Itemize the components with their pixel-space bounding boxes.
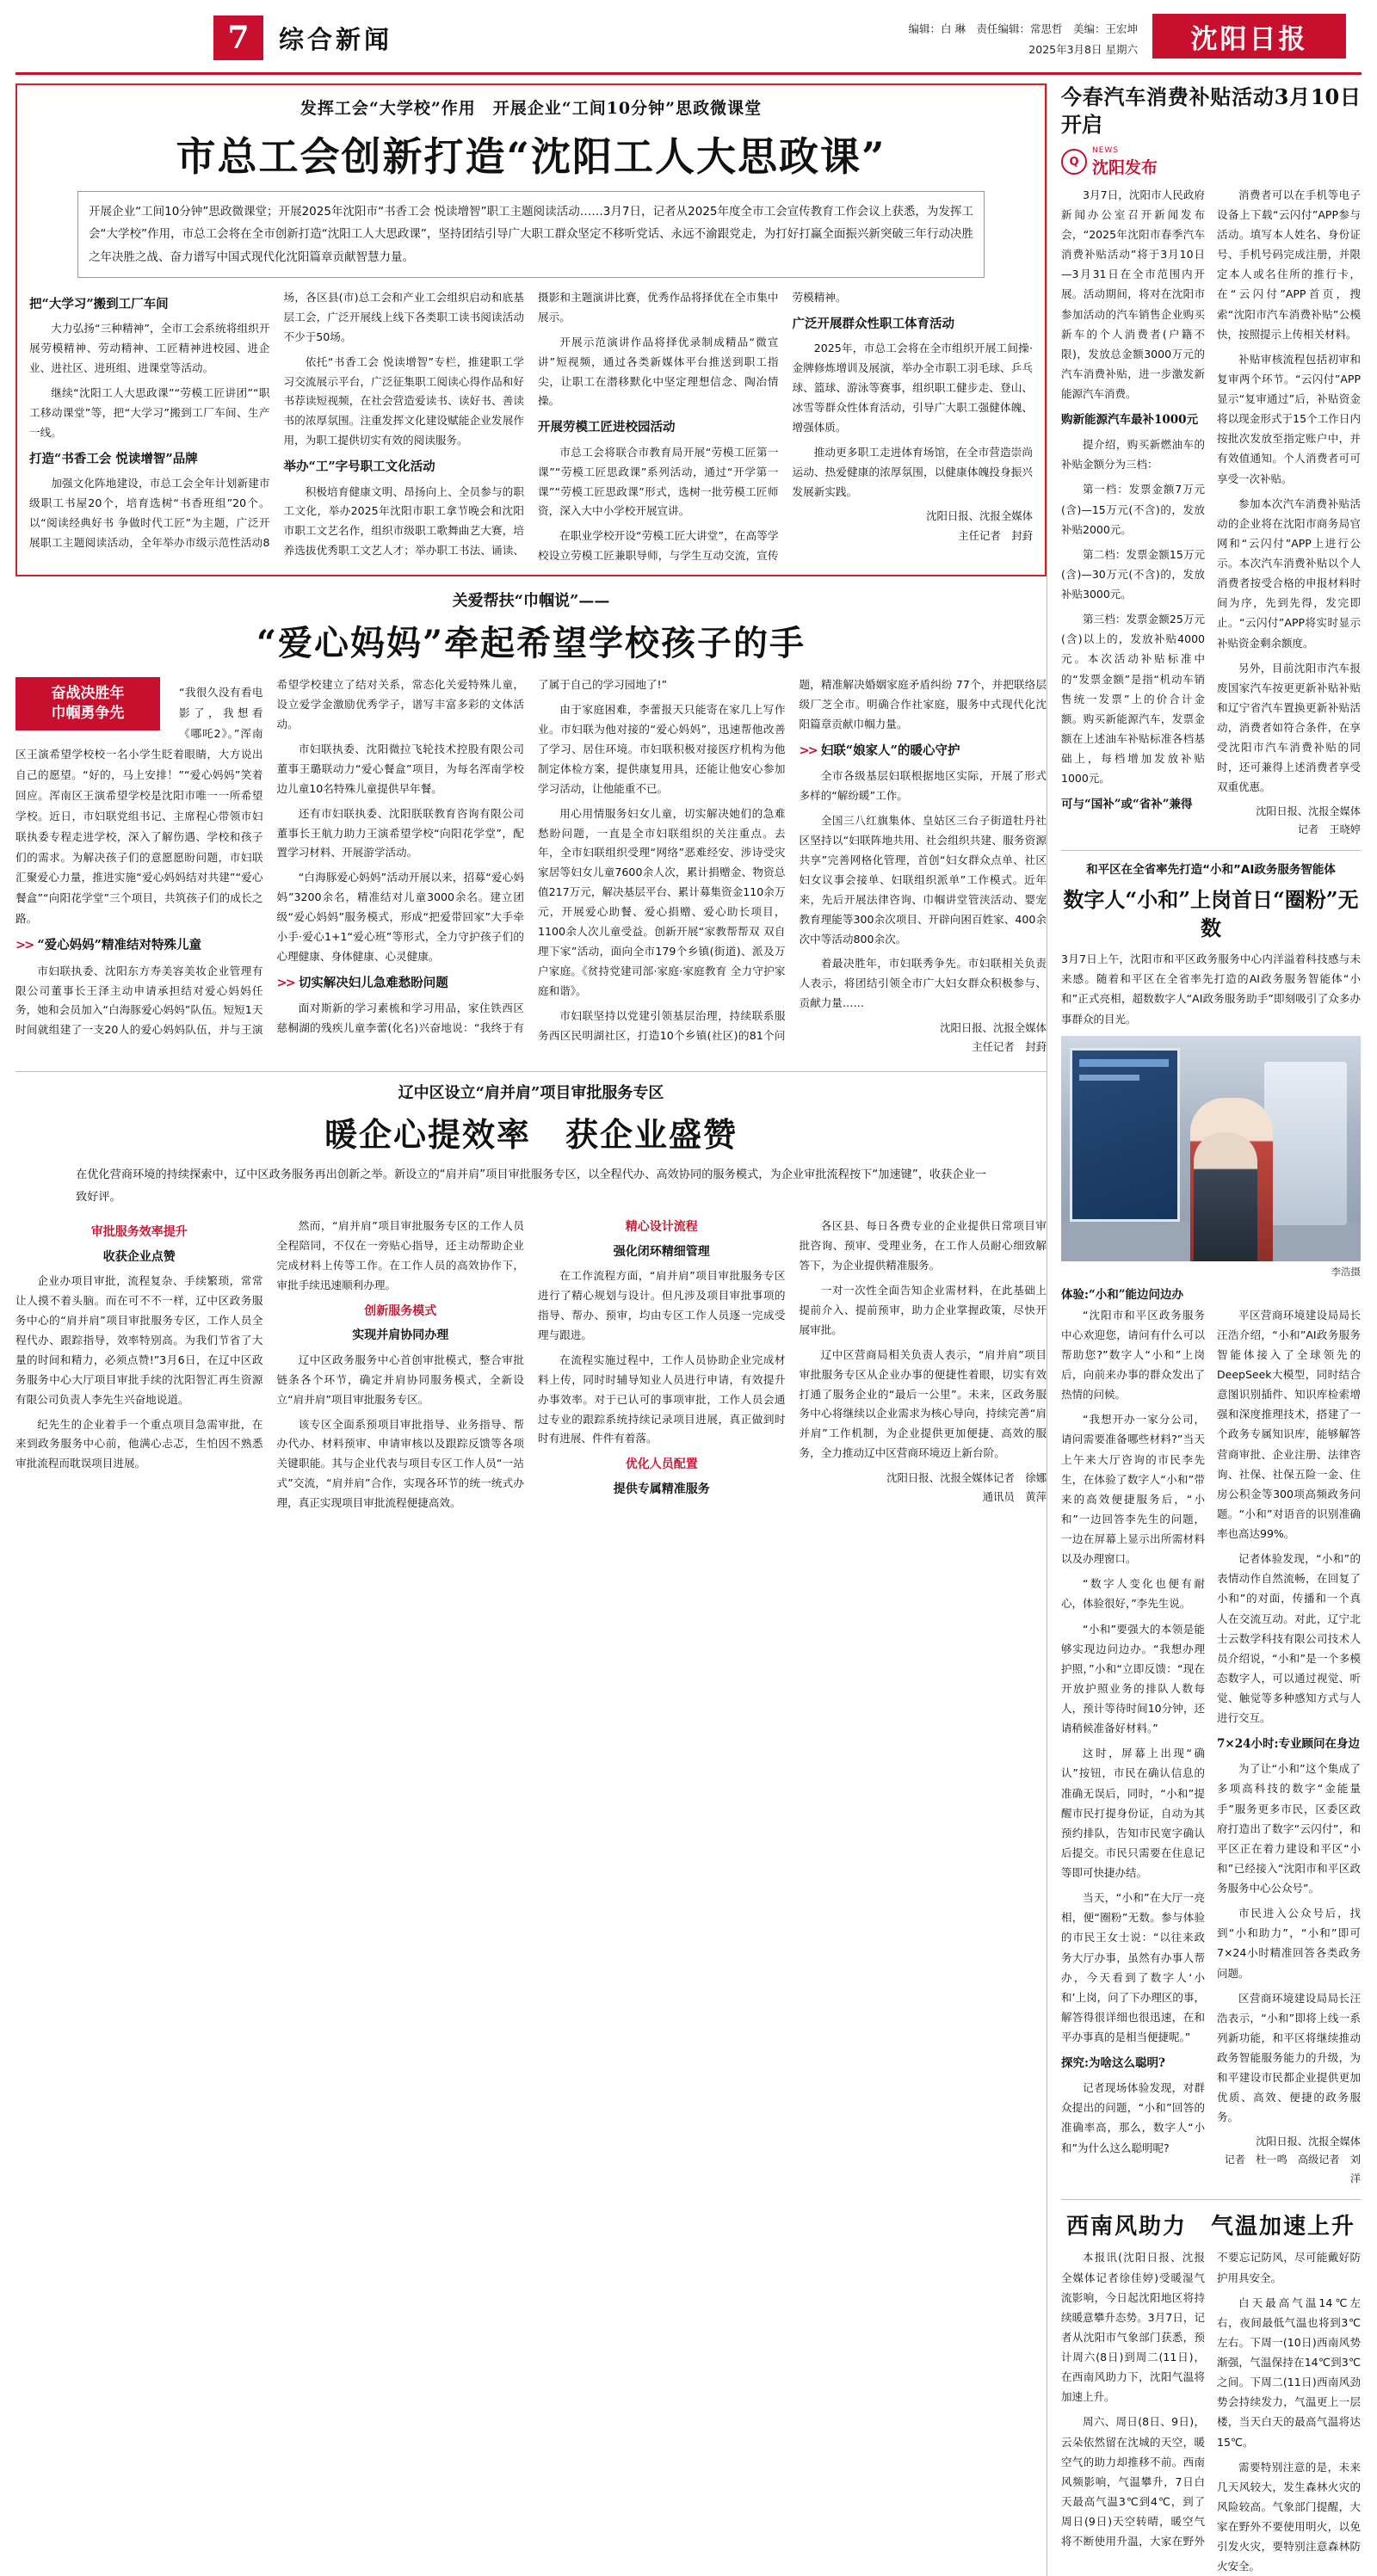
story2-byline <box>800 1019 1047 1057</box>
subsidy-subhead-2: 可与“国补”或“省补”兼得 <box>1061 798 1193 812</box>
chevron-right-icon-3: >> <box>799 743 817 758</box>
ai-kicker: 和平区在全省率先打造“小和”AI政务服务智能体 <box>1086 863 1336 878</box>
ai-byline-1: 沈阳日报、沈报全媒体 <box>1256 2135 1361 2148</box>
ai-p6: 当天，“小和”在大厅一亮相，便“圈粉”无数。参与体验的市民王女士说：“以往来政务大厅办事，虽然有办事人帮办，今天看到了数字人‘小和’上岗，问了下办理区的事，解答得很详细也很迅速，在和平办事真的是相当便捷呢。” <box>1061 1891 1205 2044</box>
ai-p1: “沈阳市和平区政务服务中心欢迎您，请问有什么可以帮助您?”数字人“小和”上岗后，向前来办事的群众发出了热情的问候。 <box>1061 1308 1205 1402</box>
lead-byline-2: 主任记者 封葑 <box>958 528 1033 542</box>
story2-a1-p1: 市妇联执委、沈阳东方寿美容美妆企业管理有限公司董事长王泽主动申请承担结对爱心妈妈任务，她和会员加入“白海豚爱心妈妈”队伍。短短1天时间就组建了一支20人的爱心妈妈队伍，并与王演希望学校建立了结对关系，常态化关爱特殊儿童，设立爱学金激励优秀学子，谱写丰富多彩的文体活动。 <box>15 678 524 1037</box>
ai-byline <box>1217 2133 1361 2190</box>
lead-byline <box>793 507 1034 545</box>
lead-byline-1: 沈阳日报、沈报全媒体 <box>926 509 1033 523</box>
weather-p3: 白天最高气温14℃左右，夜间最低气温也将到3℃左右。下周一(10日)西南风势渐强，气温保持在14℃到3℃之间。下周二(11日)西南风劲势会持续发力，气温更上一层楼，当天白天的最高气温将达15℃。 <box>1217 2296 1361 2449</box>
ai-p2: “我想开办一家分公司，请问需要准备哪些材料?”当天上午来大厅咨询的市民李先生，在体验了数字人“小和”带来的高效便捷服务后，“小和”一边回答李先生的问题，一边在屏幕上显示出所需材料以及办理窗口。 <box>1061 1413 1205 1566</box>
story3-c4-p2: 一对一次性全面告知企业需材料，在此基础上提前介入、提前预审，助力企业掌握政策，尽快开展审批。 <box>799 1284 1047 1336</box>
story2-intro: “我很久没有看电影了，我想看《哪吒2》。”浑南区王演希望学校校一名小学生眨着眼睛，大方说出自己的愿望。“好的，马上安排！”“爱心妈妈”笑着回应。浑南区王演希望学校是沈阳市唯一一所希望学校。近日，市妇联党组书记、主席程心带领市妇联执委专程走进学校，深入了解伤遇、学校和孩子们的需求。为解决孩子们的意愿愿盼问题，市妇联汇聚爱心力量，推进实施“爱心妈妈结对共建”“爱心餐盒”“向阳花学堂”三个项目，共筑孩子们的成长之路。 <box>15 686 263 926</box>
story3-subhead-4-red: 优化人员配置 <box>625 1457 698 1472</box>
subsidy-byline <box>1217 803 1361 841</box>
story3-subhead-3-red: 精心设计流程 <box>625 1220 698 1235</box>
chevron-right-icon-2: >> <box>276 975 294 990</box>
lead-summary: 开展企业“工间10分钟”思政微课堂；开展2025年沈阳市“书香工会 悦读增智”职工主题阅读活动……3月7日，记者从2025年度全市工会宣传教育工作会议上获悉，为发挥工会“大学校”作用，市总工会将在全市创新打造“沈阳工人大思政课”，坚持团结引导广大职工群众坚定不移听党话、永远不渝跟党走，为打好打赢全面振兴新突破三年行动决胜之年决胜之战、奋力谱写中国式现代化沈阳篇章贡献智慧力量。 <box>77 191 985 278</box>
ai-subhead-1: 体验:“小和”能边问边办 <box>1061 1287 1184 1302</box>
lead-subhead-3: 举办“工”字号职工文化活动 <box>283 459 435 475</box>
weather-headline: 西南风助力 气温加速上升 <box>1065 2214 1355 2240</box>
story2-subhead-1-label: “爱心妈妈”精准结对特殊儿童 <box>37 938 201 953</box>
page-body <box>15 83 1362 2576</box>
ai-p8: 平区营商环境建设局局长汪浩介绍，“小和”AI政务服务智能体接入了全球领先的DeepSeek大模型，同时结合意图识别插件、知识库检索增强和深度推理技术，搭建了一个政务专属知识库，能够解答营商审批、企业注册、法律咨询、社保、社保五险一金、住房公积金等300项高频政务问题。“小和”对语音的识别准确率也高达99%。 <box>1217 1308 1361 1541</box>
ai-p4: “小和”要强大的本领是能够实现边问边办。“我想办理护照，”小和“立即反馈：“现在开放护照业务的排队人数每人，预计等待时间10分钟，还请稍候准备好材料。” <box>1061 1622 1205 1735</box>
ai-photo-caption: 李浩摄 <box>1331 1265 1361 1278</box>
masthead-left <box>213 15 392 60</box>
lead-subhead-4: 开展劳模工匠进校园活动 <box>538 420 676 435</box>
lead-p1: 大力弘扬“三种精神”，全市工会系统将组织开展劳模精神、劳动精神、工匠精神进校园、进企业、进社区、进班组、进课堂等活动。 <box>29 322 270 375</box>
story2-body <box>15 675 1047 1057</box>
ai-headline: 数字人“小和”上岗首日“圈粉”无数 <box>1063 887 1359 940</box>
subsidy-p7: 补贴审核流程包括初审和复审两个环节。“云闪付”APP显示“复审通过”后，补贴资金将以现金形式于15个工作日内按批次发放至指定账户中，并有效值通知。个人消费者可可享受一次补贴。 <box>1217 352 1361 485</box>
subsidy-headline: 今春汽车消费补贴活动3月10日开启 <box>1061 84 1361 138</box>
story2-headline: “爱心妈妈”牵起希望学校孩子的手 <box>256 623 806 664</box>
weather-p4: 需要特别注意的是，未来几天风较大，发生森林火灾的风险较高。气象部门提醒，大家在野外不要使用明火，以免引发火灾，要特别注意森林防火安全。 <box>1217 2460 1361 2573</box>
ai-photo <box>1061 1036 1361 1261</box>
subsidy-p2: 提介绍，购买新燃油车的补贴金额分为三档： <box>1061 438 1205 471</box>
subsidy-p8: 参加本次汽车消费补贴活动的企业将在沈阳市商务局官网和“云闪付”APP上进行公示。本次汽车消费补贴以个人消费者按受合格的申报材料时间为序，先到先得，发完即止。“云闪付”APP将实时显示补贴资金剩余额度。 <box>1217 496 1361 650</box>
campaign-flag <box>15 677 160 730</box>
story2-a1-p3: 还有市妇联执委、沈阳朕联教育咨询有限公司董事长王航力助力王演希望学校“向阳花学堂”，配置学习材料、开展游学活动。 <box>276 806 524 860</box>
lead-p4: 依托“书香工会 悦读增智”专栏，推建职工学习交流展示平台，广泛征集职工阅读心得作品和好书荐读短视频，在社会营造爱读书、读好书、善读书的浓厚氛围。注重发挥文化建设赋能企业发展作用，为职工提供切实有效的阅读服务。 <box>283 354 524 447</box>
story-weather <box>1061 2209 1361 2576</box>
story3-lead: 在优化营商环境的持续探索中，辽中区政务服务再出创新之举。新设立的“肩并肩”项目审批服务专区，以全程代办、高效协同的服务模式，为企业审批流程按下“加速键”，收获企业一致好评。 <box>76 1168 986 1204</box>
masthead-credits <box>909 19 1138 60</box>
story2-a2-p4: 市妇联坚持以党建引领基层治理，持续联系服务西区民明湖社区，打造10个乡镇(社区)的81个问题，精准解决婚姻家庭矛盾纠纷 77个，并把联络层级厂芝全市。明确合作社家庭，服务中式现代化沈阳篇章贡献巾帼力量。 <box>538 678 1047 1042</box>
lead-story <box>15 83 1047 576</box>
lead-headline: 市总工会创新打造“沈阳工人大思政课” <box>176 133 886 180</box>
chevron-right-icon: >> <box>15 938 34 953</box>
main-column <box>15 83 1047 2576</box>
masthead <box>15 12 1362 75</box>
story3-c3-p2: 在流程实施过程中，工作人员协助企业完成材料上传，同时时辅导知业人员进行申请，有效提升办事效率。对于已认可的事项审批，工作人员会通过专业的跟踪系统持续记录项目进展，真正做到时时有进展、件件有着落。 <box>538 1353 786 1445</box>
lead-kicker: 发挥工会“大学校”作用 开展企业“工间10分钟”思政微课堂 <box>299 99 763 118</box>
ai-byline-2: 记者 杜一鸣 高级记者 刘洋 <box>1224 2154 1361 2185</box>
ai-p3: “数字人变化也便有耐心，体验很好，”李先生说。 <box>1061 1577 1205 1611</box>
paper-logo: 沈阳日报 <box>1152 14 1346 59</box>
story3-c3-p1: 在工作流程方面，“肩并肩”项目审批服务专区进行了精心规划与设计。但凡涉及项目审批事项的指导、帮办、预审，均由专区工作人员逐一完成受理与跟进。 <box>538 1269 786 1341</box>
divider-1 <box>1061 850 1361 851</box>
lead-subhead-5: 广泛开展群众性职工体育活动 <box>792 316 954 331</box>
subsidy-body <box>1061 185 1361 841</box>
campaign-flag-line-2: 巾帼勇争先 <box>51 705 125 723</box>
ai-p5: 这时，屏幕上出现“确认”按钮，市民在确认信息的准确无误后，同时，“小和”提醒市民打提身份证，自动为其预约排队，告知市民宽字确认后提交。市民只需要在住息记等即可快捷办结。 <box>1061 1747 1205 1880</box>
photo-person-secondary <box>1194 1132 1257 1261</box>
story2-a2-p1: 面对斯新的学习素梳和学习用品，家住铁西区慈桐湖的残疾儿童李蕾(化名)兴奋地说：“我终于有了属于自己的学习园地了!” <box>276 678 668 1035</box>
story2-subhead-3 <box>800 740 1047 762</box>
story3-subhead-2-red: 创新服务模式 <box>364 1303 437 1318</box>
credits-line-2: 2025年3月8日 星期六 <box>1028 42 1138 56</box>
story3-subhead-1-blk: 收获企业点赞 <box>102 1249 176 1264</box>
ai-p9: 记者体验发现，“小和”的表情动作自然流畅，在回复了小和”的对面，传播和一个真人在交流互动。对此，辽宁北士云数学科技有限公司技术人员介绍说，“小和”是一个多模态数字人，可以通过视觉、听觉、触觉等多种感知方式与人进行交互。 <box>1217 1552 1361 1725</box>
campaign-flag-line-1: 奋战决胜年 <box>51 685 125 703</box>
lead-subhead-2: 打造“书香工会 悦读增智”品牌 <box>29 451 198 466</box>
subsidy-p9: 另外，目前沈阳市汽车报废国家汽车按更更新补贴补贴和辽宁省汽车置换更新补贴活动，消费者如符合条件，在享受沈阳市汽车消费补贴的同时，还可兼得上述消费者享受双重优惠。 <box>1217 661 1361 794</box>
shenyang-release-badge <box>1061 146 1361 178</box>
weather-p1: 本报讯(沈阳日报、沈报全媒体记者徐佳婷)受暖湿气流影响，今日起沈阳地区将持续暖意攀升态势。3月7日，记者从沈阳市气象部门获悉，预计周六(8日)到周二(11日)，在西南风助力下，沈阳气温将加速上升。 <box>1061 2251 1205 2404</box>
story2-a2-p2: 由于家庭困难，李蕾报天只能寄在家几上写作业。市妇联为他对接的“爱心妈妈”，迅速帮他改善了学习、居住环境。市妇联积极对接医疗机构为他制定体检方案，提供康复用具，还能让他安心参加学习活动，让他能重不已。 <box>538 703 786 795</box>
ai-subhead-2: 探究:为啥这么聪明? <box>1061 2056 1165 2071</box>
lead-p10: 推动更多职工走进体育场馆，在全市营造崇尚运动、热爱健康的浓厚氛围，以健康体魄投身振兴发展新实践。 <box>792 445 1033 498</box>
story2-a1-p2: 市妇联执委、沈阳微拉飞轮技术控股有限公司董事王璐联动力“爱心餐盒”项目，为每名浑南学校边儿童10名特殊儿童提供早年餐。 <box>276 742 524 795</box>
story3-byline <box>800 1469 1047 1507</box>
campaign-flag-wrap <box>15 677 167 730</box>
story3-c2-p2: 该专区全面系预项目审批指导、业务指导、帮办代办、材料预审、申请审核以及跟踪反馈等各项关键职能。其与企业代表与项目专区工作人员“一站式”交流，“肩并肩”合作，实现各环节的统一统式办理，真正实现项目审批流程便捷高效。 <box>276 1417 524 1510</box>
story3-c1-p2: 纪先生的企业着手一个重点项目急需审批，在来到政务服务中心前，他满心忐忑，生怕因不熟悉审批流程而耽误项目进展。 <box>15 1417 263 1470</box>
story3-c1-p3: 然而，“肩并肩”项目审批服务专区的工作人员全程陪同，不仅在一旁贴心指导，还主动帮助企业完成材料上传等工作。在工作人员的高效协作下，审批手续迅速顺利办理。 <box>276 1219 524 1291</box>
subsidy-byline-1: 沈阳日报、沈报全媒体 <box>1256 804 1361 817</box>
story2-a3-p3: 着最决胜年，市妇联秀争先。市妇联相关负责人表示，将团结引领全市广大妇女群众积极参与、贡献力量…… <box>799 957 1047 1010</box>
story3-subhead-4-blk: 提供专属精准服务 <box>613 1482 710 1496</box>
divider-2 <box>1061 2199 1361 2200</box>
story2-byline-2: 主任记者 封葑 <box>972 1040 1047 1054</box>
story3-byline-1: 沈阳日报、沈报全媒体记者 徐娜 <box>886 1471 1047 1485</box>
magnifier-icon: Q <box>1061 149 1087 175</box>
story3-c4-p1: 各区县、每日各费专业的企业提供日常项目审批咨询、预审、受理业务，在工作人员耐心细致解答下，为企业提供精准服务。 <box>799 1219 1047 1273</box>
photo-screen-bar-1 <box>1079 1059 1169 1067</box>
weather-body <box>1061 2247 1361 2576</box>
subsidy-subhead-1: 购新能源汽车最补1000元 <box>1061 413 1199 428</box>
photo-digital-screen <box>1070 1048 1180 1222</box>
story2-subhead-3-label: 妇联“娘家人”的暖心守护 <box>820 743 960 758</box>
ai-lead: 3月7日上午，沈阳市和平区政务服务中心内洋溢着科技感与未来感。随着和平区在全省率先打造的AI政务服务智能体“小和”正式亮相，超数数字人“AI政务服务助手”即刻吸引了众多办事群众的目光。 <box>1061 952 1361 1026</box>
lead-p2: 继续“沈阳工人大思政课”“劳模工匠讲团”“职工移动课堂”等，把“大学习”搬到工厂车间、生产一线。 <box>29 386 270 439</box>
ai-p12: 区营商环境建设局局长汪浩表示，“小和”即将上线一系列新功能，和平区将继续推动政务智能服务能力的升级，为和平建设市民都企业提供更加优质、高效、便捷的政务服务。 <box>1217 1991 1361 2124</box>
ai-p10: 为了让“小和”这个集成了多项高科技的数字“金能量手”服务更多市民，区委区政府打造出了数字“云闪付”，和平区正在着力建设和平区“小和”已经接入“沈阳市和平区政务服务中心公众号”。 <box>1217 1762 1361 1895</box>
subsidy-p6: 消费者可以在手机等电子设备上下载“云闪付”APP参与活动。填写本人姓名、身份证号、手机号码完成注册，并限定本人或名住所的推行卡，在“云闪付”APP首页，搜索“沈阳市汽车消费补贴”公模快，按照提示上传相关材料。 <box>1217 188 1361 341</box>
lead-p7: 市总工会将联合市教育局开展“劳模工匠第一课”“劳模工匠思政课”系列活动，通过“开学第一课”“劳模工匠思政课”形式，选树一批劳模工匠师资，深入大中小学校开展宣讲。 <box>538 445 779 518</box>
photo-kiosk <box>1264 1062 1347 1225</box>
lead-p5: 积极培育健康文明、昂扬向上、全员参与的职工文化，举办2025年沈阳市职工拿节晚会和沈阳市职工文艺名作，组织市级职工歌舞曲艺大赛，培养选拔优秀职工文艺人才；举办职工书法、诵读、摄影和主题演讲比赛，优秀作品将择优在全市集中展示。 <box>283 290 779 558</box>
ai-p7: 记者现场体验发现，对群众提出的问题，“小和”回答的准确率高，那么，数字人“小和”为什么这么聪明呢? <box>1061 2081 1205 2154</box>
story3-c2-p1: 辽中区政务服务中心首创审批模式，整合审批链条各个环节，确定并肩协同服务模式，全新设立“肩并肩”项目审批服务专区。 <box>276 1353 524 1406</box>
story2-kicker: 关爱帮扶“巾帼说”—— <box>452 592 610 611</box>
story2-subhead-1 <box>15 934 263 957</box>
story3-headline: 暖企心提效率 获企业盛赞 <box>324 1114 738 1154</box>
ai-body <box>1061 1305 1361 2190</box>
story3-kicker: 辽中区设立“肩并肩”项目审批服务专区 <box>398 1083 664 1102</box>
subsidy-p5: 第三档：发票金额25万元(含)以上的，发放补贴4000元。本次活动补贴标准中的“发票金额”是指“机动车销售统一发票”上的价合计金额。购买新能源汽车，发票金额在上述油车补贴标准各档基础上，每档增加发放补贴1000元。 <box>1061 613 1205 786</box>
lead-p6: 开展示范演讲作品将择优录制成精品“微宣讲”短视频，通过各类新媒体平台推送到职工指尖，让职工在潜移默化中坚定理想信念、陶冶情操。 <box>538 335 779 408</box>
story3-subhead-2-blk: 实现并肩协同办理 <box>352 1328 449 1343</box>
lead-p9: 2025年，市总工会将在全市组织开展工间操·金牌修炼增训及展演，举办全市职工羽毛球、乒乓球、篮球、游泳等赛事，组织职工健步走、登山、冰雪等群众性体育活动，引导广大职工强健体魄、增强体质。 <box>792 342 1033 434</box>
story2-byline-1: 沈阳日报、沈报全媒体 <box>940 1021 1047 1035</box>
weather-p2: 周六、周日(8日、9日)，云朵依然留在沈城的天空，暖空气的助力却推移不前。西南风频影响，气温攀升，7日白天最高气温3℃到4℃，到了周日(9日)天空转晴，暖空气将不断使用升温，大家在野外不要忘记防风，尽可能戴好防护用具安全。 <box>1061 2251 1361 2548</box>
badge-label: 沈阳发布 <box>1092 157 1158 177</box>
story3-body <box>15 1217 1047 1513</box>
lead-subhead-1: 把“大学习”搬到工厂车间 <box>29 296 169 311</box>
story-liaozhong-service <box>15 1071 1047 1513</box>
newspaper-page <box>0 12 1377 2573</box>
page-number: 7 <box>213 15 263 60</box>
badge-en: NEWS <box>1092 145 1120 155</box>
story2-a3-p2: 全国三八红旗集体、皇姑区三台子街道牡丹社区坚持以“妇联阵地共用、社会组织共建、服务资源共享”完善网格化管理，首创“妇女群众点单、社区妇女议事会接单、妇联组织派单”工作模式。近年来，先后开展法律咨询、巾帼讲堂管浃活动、婴宠教育理能等300余次项目、开辟向困百姓家、400余次中等活动800余次。 <box>799 814 1047 946</box>
story3-c5-p1: 辽中区营商局相关负责人表示，“肩并肩”项目审批服务专区从企业办事的便捷性着眼，切实有效打通了服务企业的“最后一公里”。未来，区政务服务中心将继续以企业需求为核心导向，持续完善“肩并肩”工作机制，为企业提供更加便捷、高效的服务，全力推动辽中区营商环境迈上新台阶。 <box>799 1347 1047 1460</box>
story2-subhead-2-label: 切实解决妇儿急难愁盼问题 <box>298 975 448 990</box>
story2-a2-p3: 用心用情服务妇女儿童，切实解决她们的急难愁盼问题，一直是全市妇联组织的关注重点。去年，全市妇联组织受理“网络”恶难经安、涉诗受灾家居等妇女儿童7600余人次，累计捐赠金、物资总值217万元，解决基层平台、累计募集资金110余万元，开展爱心助餐、爱心捐赠、爱心助长项目，1100余人次儿童受益。创新开展“家教帮帮双 双自理下家”活动，面向全市179个乡镇(街道)、派及万户家庭。《贫持党建司部·家庭·家庭教育 全力守护家庭和谐》。 <box>538 806 786 997</box>
ai-subhead-3: 7×24小时:专业顾问在身边 <box>1217 1737 1360 1752</box>
story2-a3-p1: 全市各级基层妇联根据地区实际，开展了形式多样的“解纷暖”工作。 <box>799 769 1047 803</box>
right-column <box>1047 83 1361 2576</box>
story-ai-xiaohe <box>1061 860 1361 2189</box>
section-title: 综合新闻 <box>279 24 393 54</box>
subsidy-p3: 第一档：发票金额7万元(含)—15万元(不含)的，发放补贴2000元。 <box>1061 483 1205 536</box>
subsidy-byline-2: 记者 王晓婷 <box>1297 823 1361 836</box>
lead-p3: 加强文化阵地建设，市总工会全年计划新建市级职工书屋20个，培育选树“书香班组”20个。以“阅读经典好书 争做时代工匠”为主题，广泛开展职工主题阅读活动，全年举办市级示范性活动8场，各区县(市)总工会和产业工会组织启动和底基层工会，广泛开展线上线下各类职工读书阅读活动不少于50场。 <box>29 290 524 549</box>
credits-line-1: 编辑：白 琳 责任编辑：常思哲 美编：王宏坤 <box>908 22 1138 35</box>
story2-a1-p4: “白海豚爱心妈妈”活动开展以来，招募“爱心妈妈”3200余名，精准结对儿童3000余名。建立团级“爱心妈妈”服务模式，形成“把爱带回家”大手牵小手·爱心1+1“爱心班”等形式，全力守护孩子们的心理健康、身体健康、心灵健康。 <box>276 871 524 963</box>
photo-screen-bar-2 <box>1079 1075 1139 1081</box>
story-loving-mothers <box>15 589 1047 1057</box>
story3-subhead-3-blk: 强化闭环精细管理 <box>613 1244 710 1259</box>
story3-byline-2: 通讯员 黄萍 <box>982 1490 1047 1504</box>
lead-p8: 在职业学校开设“劳模工匠大讲堂”，在高等学校设立劳模工匠兼职导师，与学生互动交流，宣传劳模精神。 <box>538 290 847 563</box>
story-car-subsidy <box>1061 83 1361 840</box>
lead-body <box>29 288 1033 566</box>
story2-subhead-2 <box>277 972 525 995</box>
subsidy-p1: 3月7日，沈阳市人民政府新闻办公室召开新闻发布会，“2025年沈阳市春季汽车消费补贴活动”将于3月10日—3月31日在全市范围内开展。活动期间，将对在沈阳市参加活动的汽车销售企业购买新车的个人消费者(户籍不限)，发放总金额3000万元的汽车消费补贴，进一步激发新能源汽车消费。 <box>1061 188 1205 401</box>
story3-c1-p1: 企业办项目审批，流程复杂、手续繁琐，常常让人摸不着头脑。而在可不不一样，辽中区政务服务中心的“肩并肩”项目审批服务专区，工作人员全程代办、跟踪指导，效率特别高。为我们节省了大量的时间和精力，必须点赞!”3月6日，在辽中区政务服务中心大厅项目审批手续的沈阳智汇再生资源有限公司负责人李先生兴奋地说道。 <box>15 1274 263 1406</box>
ai-p11: 市民进入公众号后，找到“小和助力”，“小和”即可7×24小时精准回答各类政务问题。 <box>1217 1907 1361 1980</box>
badge-text-wrap <box>1092 146 1158 178</box>
story3-subhead-1-red: 审批服务效率提升 <box>90 1225 188 1240</box>
subsidy-p4: 第二档：发票金额15万元(含)—30万元(不含)的，发放补贴3000元。 <box>1061 547 1205 601</box>
